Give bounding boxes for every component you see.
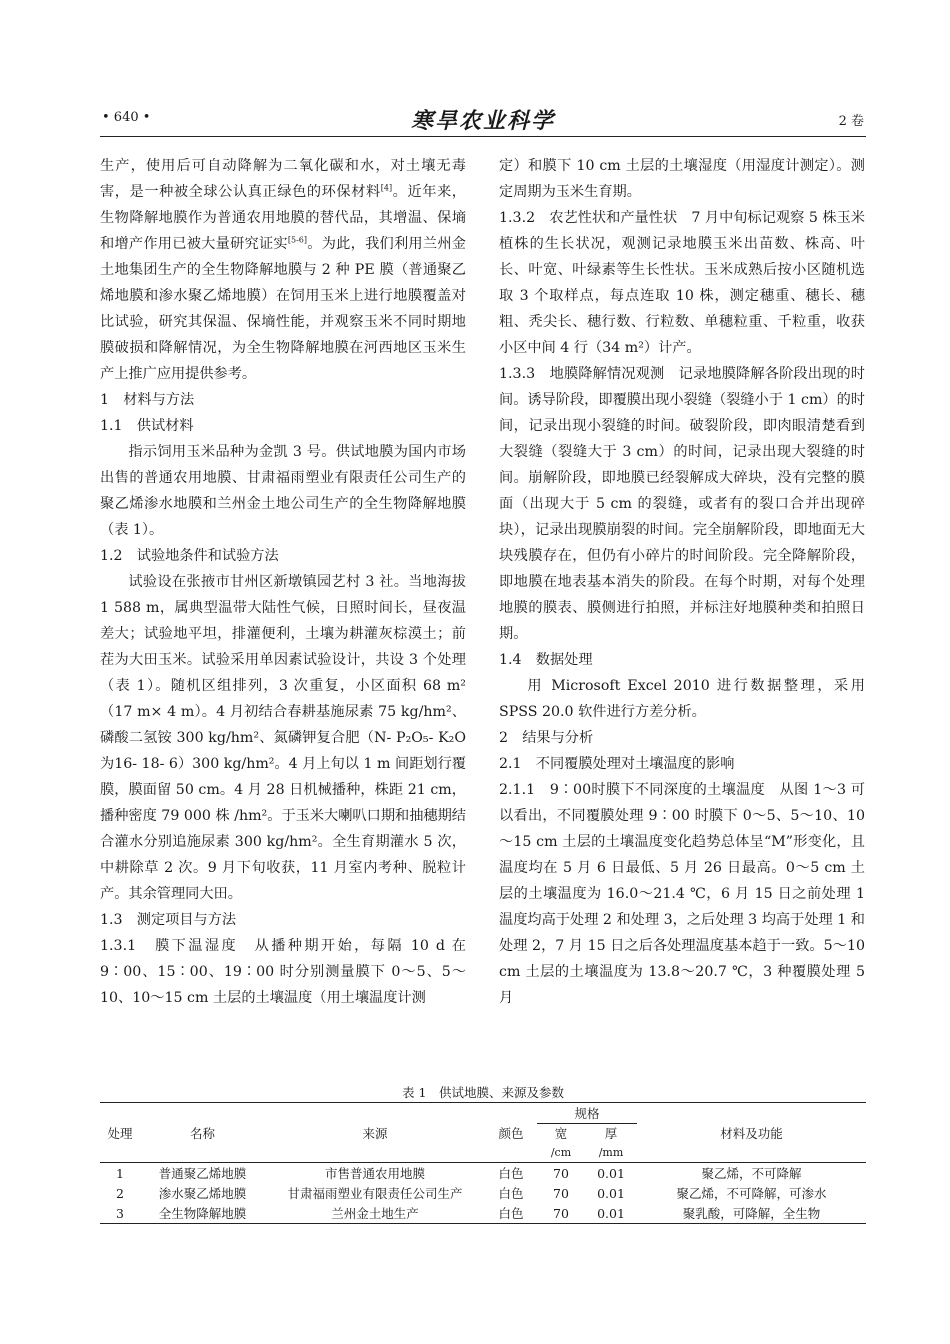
table-row xyxy=(100,1163,866,1184)
cell-color: 白色 xyxy=(498,1206,524,1221)
paragraph-intro xyxy=(100,153,466,387)
header-material: 材料及功能 xyxy=(720,1125,783,1141)
header-color: 颜色 xyxy=(498,1125,524,1141)
citation-ref: [4] xyxy=(380,183,393,193)
cell-material: 聚乳酸，可降解，全生物 xyxy=(682,1206,821,1221)
journal-title: 寒旱农业科学 xyxy=(410,108,555,134)
section-heading-1: 1 材料与方法 xyxy=(100,392,195,408)
paragraph-data-processing: 用 Microsoft Excel 2010 进行数据整理，采用 SPSS 20.0 软件进行方差分析。 xyxy=(499,678,865,720)
cell-name: 全生物降解地膜 xyxy=(158,1206,247,1221)
paragraph-temp-humidity: 1.3.1 膜下温湿度 从播种期开始，每隔 10 d 在 9∶00、15∶00、19∶00 时分别测量膜下 0～5、5～10、10～15 cm 土层的土壤温度（用土壤温度计测 xyxy=(100,938,466,1006)
paragraph-degradation: 1.3.3 地膜降解情况观测 记录地膜降解各阶段出现的时间。诱导阶段，即覆膜出现小裂缝（裂缝小于 1 cm）的时间，记录出现小裂缝的时间。破裂阶段，即肉眼清楚看到大裂缝（裂缝大于 3 cm）的时间，记录出现大裂缝的时间。崩解阶段，即地膜已经裂解成大碎块，没有完整的膜面（出现大于 5 cm 的裂缝，或者有的裂口合并出现碎块），记录出现膜崩裂的时间。完全崩解阶段，即地面无大块残膜存在，但仍有小碎片的时间阶段。完全降解阶段，即地膜在地表基本消失的阶段。在每个时期，对每个处理地膜的膜表、膜侧进行拍照，并标注好地膜种类和拍照日期。 xyxy=(499,366,865,642)
header-name: 名称 xyxy=(189,1125,215,1141)
subsection-heading-1-1: 1.1 供试材料 xyxy=(100,418,194,434)
cell-material: 聚乙烯，不可降解 xyxy=(701,1166,802,1181)
paragraph-site-method: 试验设在张掖市甘州区新墩镇园艺村 3 社。当地海拔 1 588 m，属典型温带大陆性气候，日照时间长，昼夜温差大；试验地平坦，排灌便利，土壤为耕灌灰棕漠土；前茬为大田玉米。试验采用单因素试验设计，共设 3 个处理（表 1）。随机区组排列，3 次重复，小区面积 68 m²（17 m× 4 m）。4 月初结合春耕基施尿素 75 kg/hm²、磷酸二氢铵 300 kg/hm²、氮磷钾复合肥（N- P₂O₅- K₂O 为16- 18- 6）300 kg/hm²。4 月上旬以 1 m 间距划行覆膜，膜面留 50 cm。4 月 28 日机械播种，株距 21 cm，播种密度 79 000 株 /hm²。于玉米大喇叭口期和抽穗期结合灌水分别追施尿素 300 kg/hm²。全生育期灌水 5 次，中耕除草 2 次。9 月下旬收获，11 月室内考种、脱粒计产。其余管理同大田。 xyxy=(100,574,466,902)
header-width-unit: /cm xyxy=(550,1145,572,1159)
subsection-heading-2-1: 2.1 不同覆膜处理对土壤温度的影响 xyxy=(499,756,735,772)
cell-thickness: 0.01 xyxy=(597,1165,625,1181)
cell-source: 兰州金土地生产 xyxy=(331,1206,419,1221)
cell-treatment: 1 xyxy=(116,1165,124,1181)
cell-width: 70 xyxy=(553,1165,569,1181)
subsection-heading-1-2: 1.2 试验地条件和试验方法 xyxy=(100,548,279,564)
cell-source: 市售普通农用地膜 xyxy=(324,1166,425,1181)
cell-thickness: 0.01 xyxy=(597,1185,625,1201)
header-spec: 规格 xyxy=(537,1103,637,1124)
paragraph-humidity-cont: 定）和膜下 10 cm 土层的土壤湿度（用湿度计测定）。测定周期为玉米生育期。 xyxy=(499,158,865,200)
table-row xyxy=(100,1203,866,1224)
right-column xyxy=(499,153,865,1011)
header-treatment: 处理 xyxy=(107,1125,133,1141)
header-thickness-unit: /mm xyxy=(598,1145,624,1159)
paragraph-agronomic: 1.3.2 农艺性状和产量性状 7 月中旬标记观察 5 株玉米植株的生长状况，观测记录地膜玉米出苗数、株高、叶长、叶宽、叶绿素等生长性状。玉米成熟后按小区随机选取 3 个取样点，每点连取 10 株，测定穗重、穗长、穗粗、秃尖长、穗行数、行粒数、单穗粒重、千粒重，收获小区中间 4 行（34 m²）计产。 xyxy=(499,210,865,356)
cell-thickness: 0.01 xyxy=(597,1205,625,1221)
cell-treatment: 3 xyxy=(116,1205,124,1221)
left-column xyxy=(100,153,466,1011)
cell-name: 渗水聚乙烯地膜 xyxy=(158,1186,247,1201)
cell-material: 聚乙烯，不可降解，可渗水 xyxy=(676,1186,827,1201)
volume-label: 2 卷 xyxy=(838,114,864,129)
header-source: 来源 xyxy=(362,1125,388,1141)
cell-name: 普通聚乙烯地膜 xyxy=(158,1166,247,1181)
film-parameters-table xyxy=(100,1102,866,1224)
paragraph-results-temp: 2.1.1 9∶00时膜下不同深度的土壤温度 从图 1～3 可以看出，不同覆膜处理 9∶00 时膜下 0～5、5～10、10～15 cm 土层的土壤温度变化趋势总体呈“M”形变化，且温度均在 5 月 6 日最低、5 月 26 日最高。0～5 cm 土层的土壤温度为 16.0～21.4 ℃，6 月 15 日之前处理 1 温度均高于处理 2 和处理 3，之后处理 3 均高于处理 1 和处理 2，7 月 15 日之后各处理温度基本趋于一致。5～10 cm 土层的土壤温度为 13.8～20.7 ℃，3 种覆膜处理 5 月 xyxy=(499,782,865,1006)
paragraph-materials: 指示饲用玉米品种为金凯 3 号。供试地膜为国内市场出售的普通农用地膜、甘肃福雨塑业有限责任公司生产的聚乙烯渗水地膜和兰州金土地公司生产的全生物降解地膜（表 1）。 xyxy=(100,444,466,538)
section-heading-2: 2 结果与分析 xyxy=(499,730,594,746)
subsection-heading-1-3: 1.3 测定项目与方法 xyxy=(100,912,237,928)
table-row xyxy=(100,1183,866,1203)
cell-color: 白色 xyxy=(498,1186,524,1201)
paragraph-intro-a: 生产，使用后可自动降解为二氧化碳和水，对土壤无毒害，是一种被全球公认真正绿色的环保材料 xyxy=(100,158,466,200)
cell-width: 70 xyxy=(553,1185,569,1201)
citation-ref: [5-6] xyxy=(287,235,307,245)
cell-source: 甘肃福雨塑业有限责任公司生产 xyxy=(287,1186,463,1201)
page-header xyxy=(100,104,866,137)
cell-color: 白色 xyxy=(498,1166,524,1181)
paragraph-intro-c: 。为此，我们利用兰州金土地集团生产的全生物降解地膜与 2 种 PE 膜（普通聚乙烯地膜和渗水聚乙烯地膜）在饲用玉米上进行地膜覆盖对比试验，研究其保温、保墒性能，并观察玉米不同时期地膜破损和降解情况，为全生物降解地膜在河西地区玉米生产上推广应用提供参考。 xyxy=(100,236,466,382)
paragraph-intro-b: 。近年来，生物降解地膜作为普通农用地膜的替代品，其增温、保墒和增产作用已被大量研究证实 xyxy=(100,184,466,252)
table-title: 表 1 供试地膜、来源及参数 xyxy=(402,1085,564,1100)
header-width: 宽 xyxy=(554,1126,568,1141)
cell-width: 70 xyxy=(553,1205,569,1221)
page-number: • 640 • xyxy=(102,110,151,125)
subsection-heading-1-4: 1.4 数据处理 xyxy=(499,652,593,668)
cell-treatment: 2 xyxy=(116,1185,124,1201)
header-thickness: 厚 xyxy=(604,1126,618,1141)
